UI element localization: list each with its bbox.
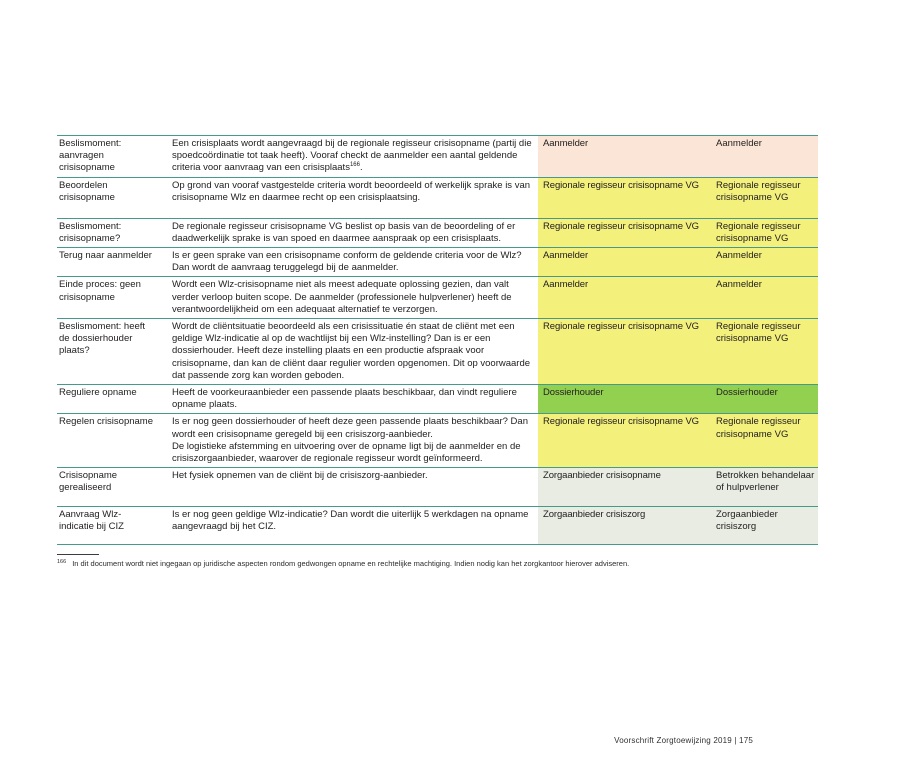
table-row [57, 468, 818, 507]
row-description [172, 319, 538, 384]
row-description [172, 277, 538, 318]
row-step-label: Aanvraag Wlz-indicatie bij CIZ [59, 509, 124, 533]
responsible-cell-wide: Regionale regisseur crisisopname VG [543, 179, 699, 191]
responsible-cells [538, 507, 818, 544]
responsible-cell-narrow: Aanmelder [716, 250, 762, 262]
row-step-label: Beoordelen crisisopname [59, 179, 115, 203]
table-row [57, 248, 818, 277]
responsible-cell-narrow: Regionale regisseur crisisopname VG [716, 220, 801, 244]
responsible-cell-narrow: Regionale regisseur crisisopname VG [716, 179, 801, 203]
row-step-label: Terug naar aanmelder [59, 250, 152, 262]
document-page [0, 135, 900, 771]
responsible-cell-wide: Zorgaanbieder crisisopname [543, 470, 661, 482]
row-description [172, 468, 538, 506]
responsible-cell-wide: Aanmelder [543, 250, 589, 262]
responsible-cells [538, 319, 818, 384]
row-step-label: Crisisopname gerealiseerd [59, 470, 118, 494]
responsible-cells [538, 385, 818, 413]
description-paragraph [172, 509, 538, 533]
description-text: De regionale regisseur crisisopname VG beslist op basis van de beoordeling of er daadwerkelijk sprake is van spoed en daarmee aanspraak op een crisisplaats. [172, 220, 516, 244]
row-description [172, 136, 538, 177]
description-text: Op grond van vooraf vastgestelde criteria wordt beoordeeld of werkelijk sprake is van crisisopname Wlz en daarmee recht op een crisisplaatsing. [172, 179, 531, 203]
description-text: Is er nog geen dossierhouder of heeft deze geen passende plaats beschikbaar? Dan wordt een crisisopname geregeld bij een crisiszorg-aanbieder. [172, 416, 528, 440]
responsible-cell-wide: Regionale regisseur crisisopname VG [543, 220, 699, 232]
row-description [172, 248, 538, 276]
description-paragraph [172, 470, 538, 482]
responsible-cell-wide: Dossierhouder [543, 387, 604, 399]
responsible-cell-narrow: Betrokken behandelaar of hulpverlener [716, 470, 815, 494]
responsible-cells [538, 468, 818, 506]
footnote [57, 554, 797, 568]
description-paragraph [172, 387, 538, 411]
responsible-cell-wide: Regionale regisseur crisisopname VG [543, 416, 699, 428]
process-table [57, 135, 818, 545]
row-description [172, 219, 538, 247]
responsible-cell-wide: Zorgaanbieder crisiszorg [543, 509, 646, 521]
responsible-cells [538, 219, 818, 247]
table-row [57, 178, 818, 219]
table-row [57, 219, 818, 248]
responsible-cell-narrow: Zorgaanbieder crisiszorg [716, 509, 778, 533]
row-description [172, 414, 538, 467]
row-step-label: Regelen crisisopname [59, 416, 153, 428]
description-paragraph [172, 321, 538, 382]
description-paragraph [172, 279, 538, 316]
after-ref-text: . [359, 162, 363, 174]
description-paragraph [172, 180, 538, 204]
responsible-cell-narrow: Aanmelder [716, 279, 762, 291]
description-text: Wordt de cliëntsituatie beoordeeld als een crisissituatie én staat de cliënt met een geldige Wlz-indicatie al op de wachtlijst bij een Wlz-instelling? Dan is er een dossierhouder. Heeft deze instelling plaats en een productie afspraak voor crisisopname, dan kan de cliënt daar regulier worden opgenomen. Dit op voorwaarde dat passende zorg kan worden geboden. [172, 321, 531, 381]
responsible-cell-wide: Aanmelder [543, 279, 589, 291]
row-step-label: Beslismoment: heeft de dossierhouder plaats? [59, 321, 146, 357]
responsible-cell-narrow: Aanmelder [716, 138, 762, 149]
description-text: Het fysiek opnemen van de cliënt bij de crisiszorg-aanbieder. [172, 470, 428, 482]
description-text: Is er geen sprake van een crisisopname conform de geldende criteria voor de Wlz? Dan wordt de aanvraag teruggelegd bij de aanmelder. [172, 250, 522, 274]
row-step-label: Reguliere opname [59, 387, 137, 399]
footnote-marker: 166 [57, 558, 67, 565]
description-text: Wordt een Wlz-crisisopname niet als meest adequate oplossing gezien, dan valt verder verloop buiten scope. De aanmelder (professionele hulpverlener) heeft de verantwoordelijkheid om een adequaat alternatief te verzorgen. [172, 279, 512, 315]
table-row [57, 414, 818, 468]
description-paragraph [172, 441, 538, 465]
description-text: Is er nog geen geldige Wlz-indicatie? Dan wordt die uiterlijk 5 werkdagen na opname aangevraagd bij het CIZ. [172, 509, 529, 533]
responsible-cell-narrow: Regionale regisseur crisisopname VG [716, 416, 801, 440]
responsible-cells [538, 248, 818, 276]
row-description [172, 178, 538, 218]
description-text: De logistieke afstemming en uitvoering over de opname ligt bij de aanmelder en de crisiszorgaanbieder, waarover de regionale regisseur wordt geïnformeerd. [172, 440, 521, 465]
description-paragraph [172, 138, 538, 175]
responsible-cell-narrow: Dossierhouder [716, 387, 778, 399]
table-row [57, 319, 818, 385]
row-step-label: Beslismoment: crisisopname? [59, 220, 122, 244]
table-row [57, 507, 818, 545]
row-step-label: Beslismoment: aanvragen crisisopname [59, 138, 122, 174]
description-text: Een crisisplaats wordt aangevraagd bij de regionale regisseur crisisopname (partij die spoedcoördinatie tot taak heeft). Vooraf checkt de aanmelder een aantal geldende criteria voor aanvraag van een crisisplaats [172, 138, 532, 174]
row-description [172, 507, 538, 544]
responsible-cell-wide: Regionale regisseur crisisopname VG [543, 321, 699, 333]
responsible-cells [538, 277, 818, 318]
description-paragraph [172, 250, 538, 274]
table-row [57, 136, 818, 178]
responsible-cells [538, 178, 818, 218]
table-row [57, 385, 818, 414]
footnote-ref: 166 [349, 162, 360, 169]
footnote-text [57, 559, 797, 568]
footnote-body: In dit document wordt niet ingegaan op juridische aspecten rondom gedwongen opname en rechtelijke machtiging. Indien nodig kan het zorgkantoor hierover adviseren. [72, 559, 630, 569]
description-text: Heeft de voorkeuraanbieder een passende plaats beschikbaar, dan vindt reguliere opname plaats. [172, 387, 517, 411]
responsible-cell-wide: Aanmelder [543, 138, 589, 149]
responsible-cell-narrow: Regionale regisseur crisisopname VG [716, 321, 801, 345]
description-paragraph [172, 221, 538, 245]
page-footer: Voorschrift Zorgtoewijzing 2019 | 175 [614, 736, 753, 745]
row-description [172, 385, 538, 413]
responsible-cells [538, 414, 818, 467]
description-paragraph [172, 416, 538, 440]
row-step-label: Einde proces: geen crisisopname [59, 279, 141, 303]
table-row [57, 277, 818, 319]
responsible-cells [538, 136, 818, 177]
page-content [57, 135, 818, 568]
footnote-divider [57, 554, 99, 555]
